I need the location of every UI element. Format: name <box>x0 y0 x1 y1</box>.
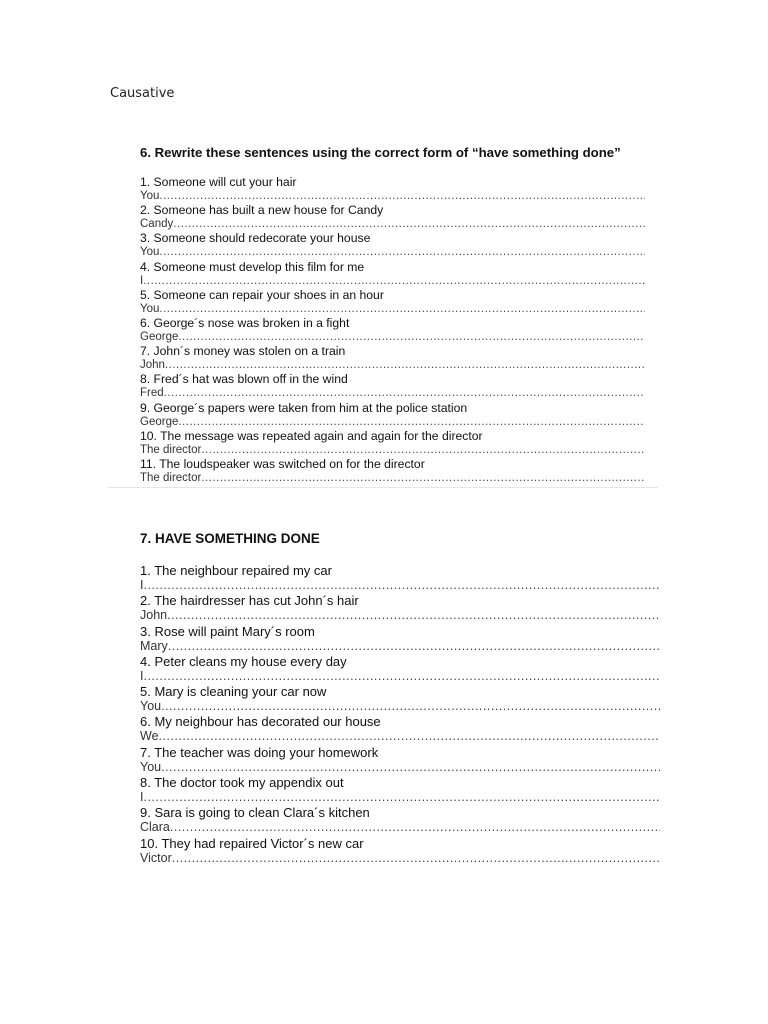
answer-line[interactable] <box>140 386 645 400</box>
item-prompt: 6. George´s nose was broken in a fight <box>140 315 350 330</box>
item-prompt: 8. Fred´s hat was blown off in the wind <box>140 372 348 387</box>
exercise-item <box>140 288 645 316</box>
exercise-item <box>140 714 660 744</box>
section-separator <box>108 487 658 488</box>
item-prompt: 3. Someone should redecorate your house <box>140 231 371 246</box>
answer-blank-dots <box>167 608 660 623</box>
answer-blank-dots <box>201 471 645 485</box>
exercise-item <box>140 231 645 259</box>
answer-blank-dots <box>159 245 645 259</box>
exercise-7-items <box>140 563 660 866</box>
exercise-item <box>140 175 645 203</box>
exercise-item <box>140 316 645 344</box>
exercise-7 <box>140 530 660 866</box>
exercise-item <box>140 624 660 654</box>
answer-lead-word: I <box>140 274 144 287</box>
answer-lead-word: John <box>140 608 168 623</box>
answer-line[interactable] <box>140 790 660 805</box>
answer-line[interactable] <box>140 699 660 714</box>
answer-line[interactable] <box>140 639 660 654</box>
exercise-item <box>140 457 645 485</box>
answer-blank-dots <box>173 217 645 231</box>
answer-blank-dots <box>143 578 660 593</box>
answer-blank-dots <box>164 386 645 400</box>
answer-lead-word: You <box>140 302 160 315</box>
item-prompt: 9. Sara is going to clean Clara´s kitchen <box>140 805 370 821</box>
item-prompt: 2. The hairdresser has cut John´s hair <box>140 593 359 609</box>
exercise-item <box>140 805 660 835</box>
item-prompt: 10. They had repaired Victor´s new car <box>140 835 364 851</box>
answer-lead-word: You <box>140 190 160 202</box>
answer-blank-dots <box>170 820 660 835</box>
document-title: Causative <box>110 86 175 101</box>
answer-line[interactable] <box>140 274 645 288</box>
exercise-6 <box>140 145 645 485</box>
answer-lead-word: Mary <box>140 638 168 653</box>
answer-line[interactable] <box>140 189 645 203</box>
answer-blank-dots <box>168 639 660 654</box>
exercise-item <box>140 593 660 623</box>
item-prompt: 8. The doctor took my appendix out <box>140 775 344 791</box>
item-prompt: 11. The loudspeaker was switched on for the director <box>140 456 425 471</box>
answer-line[interactable] <box>140 820 660 835</box>
exercise-7-heading: 7. HAVE SOMETHING DONE <box>140 531 320 546</box>
answer-lead-word: Victor <box>140 850 172 865</box>
item-prompt: 9. George´s papers were taken from him at the police station <box>140 400 468 415</box>
answer-lead-word: You <box>140 759 162 774</box>
answer-blank-dots <box>159 729 660 744</box>
item-prompt: 3. Rose will paint Mary´s room <box>140 623 315 639</box>
answer-line[interactable] <box>140 471 645 485</box>
answer-line[interactable] <box>140 669 660 684</box>
answer-line[interactable] <box>140 245 645 259</box>
answer-lead-word: You <box>140 246 160 259</box>
item-prompt: 5. Someone can repair your shoes in an hour <box>140 287 384 302</box>
exercise-item <box>140 654 660 684</box>
exercise-item <box>140 260 645 288</box>
answer-line[interactable] <box>140 443 645 457</box>
answer-blank-dots <box>143 274 645 288</box>
answer-blank-dots <box>172 851 660 866</box>
answer-blank-dots <box>143 669 660 684</box>
answer-line[interactable] <box>140 415 645 429</box>
exercise-item <box>140 836 660 866</box>
answer-line[interactable] <box>140 217 645 231</box>
answer-blank-dots <box>159 189 645 203</box>
answer-blank-dots <box>161 760 660 775</box>
item-prompt: 4. Peter cleans my house every day <box>140 653 347 669</box>
answer-lead-word: I <box>140 668 144 683</box>
exercise-item <box>140 429 645 457</box>
answer-lead-word: George <box>140 330 179 343</box>
answer-line[interactable] <box>140 851 660 866</box>
item-prompt: 10. The message was repeated again and again for the director <box>140 428 483 443</box>
answer-lead-word: I <box>140 790 144 805</box>
answer-lead-word: We <box>140 729 159 744</box>
answer-lead-word: George <box>140 415 179 428</box>
exercise-item <box>140 401 645 429</box>
answer-lead-word: You <box>140 699 162 714</box>
answer-lead-word: Fred <box>140 387 164 400</box>
answer-blank-dots <box>165 358 645 372</box>
answer-lead-word: I <box>140 578 144 592</box>
answer-line[interactable] <box>140 729 660 744</box>
answer-line[interactable] <box>140 578 660 593</box>
item-prompt: 2. Someone has built a new house for Candy <box>140 203 384 218</box>
item-prompt: 7. John´s money was stolen on a train <box>140 344 346 359</box>
answer-lead-word: Clara <box>140 820 170 835</box>
answer-blank-dots <box>159 302 645 316</box>
item-prompt: 1. The neighbour repaired my car <box>140 563 332 578</box>
exercise-item <box>140 344 645 372</box>
item-prompt: 7. The teacher was doing your homework <box>140 744 379 760</box>
exercise-item <box>140 203 645 231</box>
item-prompt: 6. My neighbour has decorated our house <box>140 714 381 730</box>
answer-blank-dots <box>201 443 645 457</box>
exercise-6-items <box>140 175 645 485</box>
exercise-item <box>140 372 645 400</box>
answer-blank-dots <box>161 699 660 714</box>
item-prompt: 1. Someone will cut your hair <box>140 175 297 189</box>
answer-line[interactable] <box>140 608 660 623</box>
answer-lead-word: The director <box>140 471 202 484</box>
answer-lead-word: John <box>140 359 165 372</box>
item-prompt: 5. Mary is cleaning your car now <box>140 684 327 700</box>
item-prompt: 4. Someone must develop this film for me <box>140 259 365 274</box>
answer-blank-dots <box>178 330 645 344</box>
answer-line[interactable] <box>140 760 660 775</box>
exercise-item <box>140 775 660 805</box>
answer-line[interactable] <box>140 358 645 372</box>
answer-blank-dots <box>178 415 645 429</box>
exercise-item <box>140 684 660 714</box>
answer-lead-word: The director <box>140 443 202 456</box>
exercise-6-heading: 6. Rewrite these sentences using the correct form of “have something done” <box>140 145 621 160</box>
answer-line[interactable] <box>140 330 645 344</box>
exercise-item <box>140 563 660 593</box>
answer-blank-dots <box>143 790 660 805</box>
exercise-item <box>140 745 660 775</box>
answer-line[interactable] <box>140 302 645 316</box>
answer-lead-word: Candy <box>140 218 174 231</box>
